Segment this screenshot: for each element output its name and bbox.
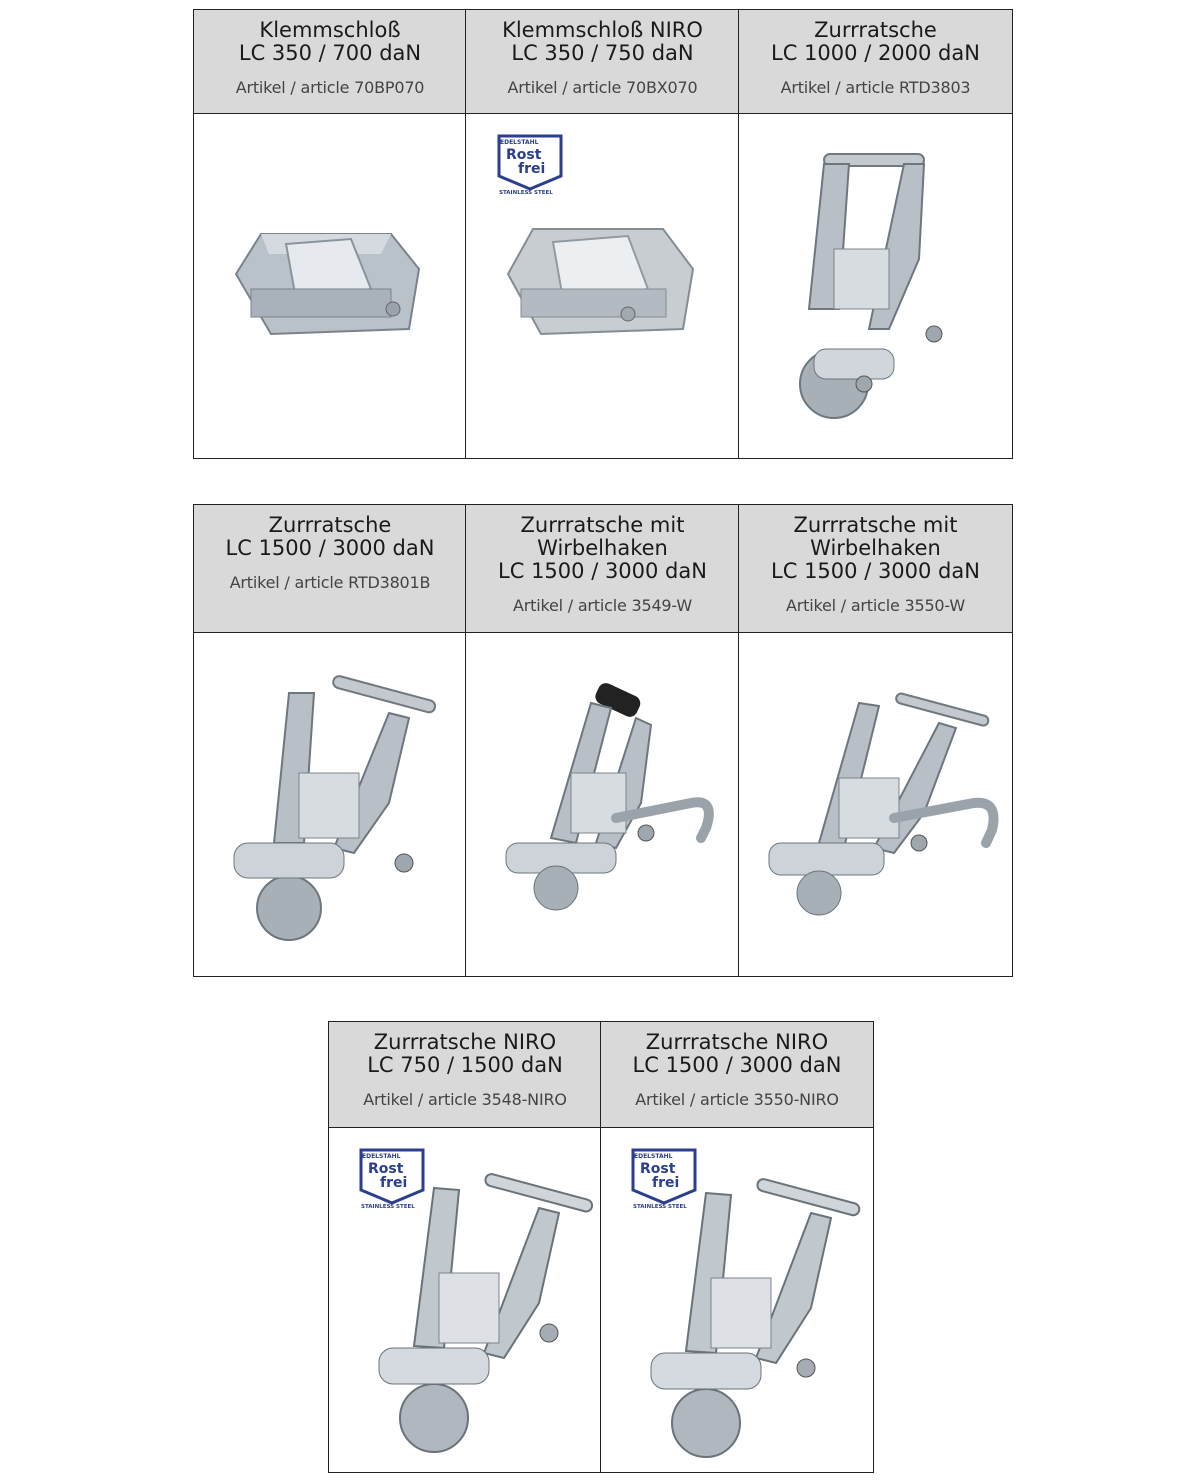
product-capacity: LC 1500 / 3000 daN	[498, 559, 707, 583]
svg-text:frei: frei	[518, 161, 546, 177]
product-name-line2: Wirbelhaken	[810, 536, 941, 560]
svg-text:Rost: Rost	[640, 1161, 676, 1177]
ratchet-icon	[739, 114, 1013, 459]
product-name: Zurrratsche NIRO	[645, 1030, 829, 1054]
product-header-3549-W	[465, 504, 740, 634]
ratchet-icon	[194, 633, 467, 977]
rostfrei-logo-icon	[499, 136, 561, 196]
product-name-line1: Zurrratsche mit	[520, 513, 685, 537]
product-image-70BX070	[465, 113, 740, 459]
product-article: Artikel / article RTD3803	[780, 78, 971, 97]
product-capacity: LC 350 / 750 daN	[511, 41, 694, 65]
product-capacity: LC 350 / 700 daN	[238, 41, 422, 65]
product-capacity: LC 750 / 1500 daN	[367, 1053, 563, 1077]
svg-text:STAINLESS STEEL: STAINLESS STEEL	[633, 1204, 687, 1210]
product-article: Artikel / article 3548-NIRO	[363, 1090, 567, 1109]
product-name: Klemmschloß	[259, 18, 401, 42]
product-header-3548-NIRO	[328, 1021, 602, 1129]
svg-text:STAINLESS STEEL: STAINLESS STEEL	[499, 190, 553, 196]
product-header-3550-W	[738, 504, 1013, 634]
product-name: Zurrratsche	[814, 18, 937, 42]
product-header-3550-NIRO	[600, 1021, 874, 1129]
product-header-RTD3801B	[193, 504, 467, 634]
cam-buckle-icon	[194, 114, 467, 459]
product-article: Artikel / article 3550-NIRO	[635, 1090, 839, 1109]
product-image-3549-W	[465, 632, 740, 977]
ratchet-icon	[379, 1173, 593, 1452]
product-image-3550-NIRO	[600, 1127, 874, 1473]
product-article: Artikel / article 70BX070	[507, 78, 698, 97]
product-image-70BP070	[193, 113, 467, 459]
svg-text:frei: frei	[380, 1175, 408, 1191]
rostfrei-logo-icon	[633, 1150, 695, 1210]
product-image-3548-NIRO	[328, 1127, 602, 1473]
product-name: Zurrratsche	[268, 513, 392, 537]
svg-text:Rost: Rost	[368, 1161, 404, 1177]
product-capacity: LC 1500 / 3000 daN	[632, 1053, 842, 1077]
product-name: Zurrratsche NIRO	[373, 1030, 557, 1054]
product-name-line1: Zurrratsche mit	[793, 513, 958, 537]
product-name: Klemmschloß NIRO	[502, 18, 703, 42]
rostfrei-logo-icon	[361, 1150, 423, 1210]
product-article: Artikel / article 70BP070	[235, 78, 425, 97]
product-header-70BP070	[193, 9, 467, 115]
ratchet-icon	[651, 1178, 861, 1457]
ratchet-hook-icon	[466, 633, 740, 977]
product-image-3550-W	[738, 632, 1013, 977]
product-article: Artikel / article 3550-W	[786, 596, 965, 615]
product-image-RTD3801B	[193, 632, 467, 977]
product-header-RTD3803	[738, 9, 1013, 115]
product-article: Artikel / article 3549-W	[513, 596, 692, 615]
logo-edelstahl: EDELSTAHL	[500, 139, 539, 146]
cam-buckle-icon	[508, 229, 693, 334]
product-capacity: LC 1500 / 3000 daN	[225, 536, 435, 560]
svg-text:EDELSTAHL: EDELSTAHL	[634, 1153, 673, 1160]
ratchet-hook-icon	[739, 633, 1013, 977]
svg-text:Rost: Rost	[506, 147, 542, 163]
svg-text:STAINLESS STEEL: STAINLESS STEEL	[361, 1204, 415, 1210]
svg-text:EDELSTAHL: EDELSTAHL	[362, 1153, 401, 1160]
svg-text:frei: frei	[652, 1175, 680, 1191]
product-capacity: LC 1500 / 3000 daN	[771, 559, 980, 583]
product-capacity: LC 1000 / 2000 daN	[771, 41, 980, 65]
product-article: Artikel / article RTD3801B	[229, 573, 431, 592]
product-name-line2: Wirbelhaken	[537, 536, 668, 560]
product-image-RTD3803	[738, 113, 1013, 459]
product-header-70BX070	[465, 9, 740, 115]
